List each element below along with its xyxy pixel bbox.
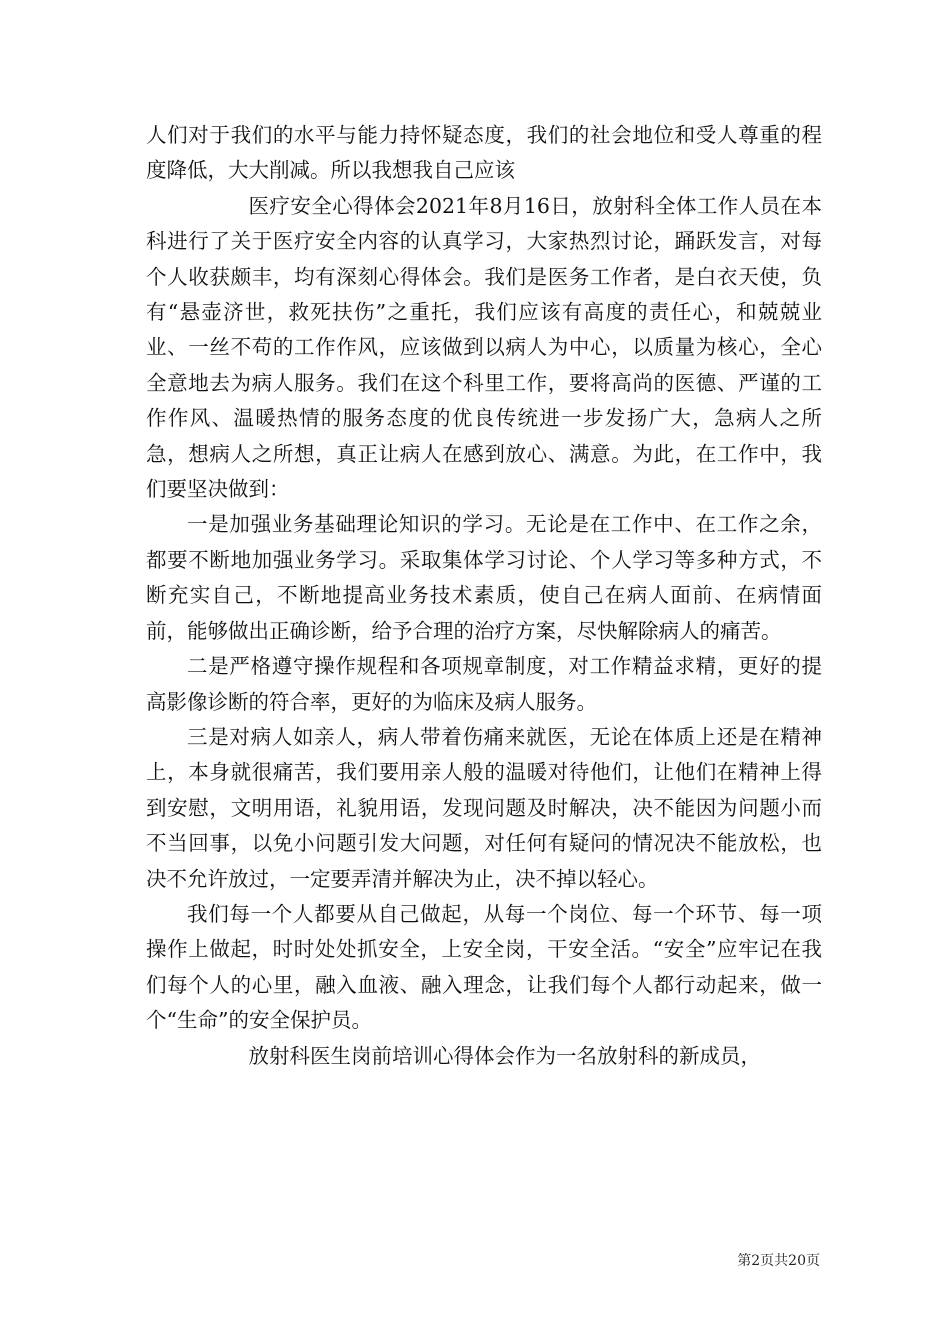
paragraph-point-three: 三是对病人如亲人，病人带着伤痛来就医，无论在体质上还是在精神上，本身就很痛苦，我们要用亲人般的温暖对待他们，让他们在精神上得到安慰，文明用语，礼貌用语，发现问题及时解决，决不能因为问题小而不当回事，以免小问题引发大问题，对任何有疑问的情况决不能放松，也决不允许放过，一定要弄清并解决为止，决不掉以轻心。 <box>146 724 822 891</box>
paragraph-point-one: 一是加强业务基础理论知识的学习。无论是在工作中、在工作之余，都要不断地加强业务学习。采取集体学习讨论、个人学习等多种方式，不断充实自己，不断地提高业务技术素质，使自己在病人面前、在病情面前，能够做出正确诊断，给予合理的治疗方案，尽快解除病人的痛苦。 <box>146 512 822 643</box>
document-body <box>146 118 822 1074</box>
page-number-footer: 第2页共20页 <box>737 1253 820 1269</box>
paragraph-continuation: 人们对于我们的水平与能力持怀疑态度，我们的社会地位和受人尊重的程度降低，大大削减。所以我想我自己应该 <box>146 123 822 183</box>
paragraph-radiology-training: 放射科医生岗前培训心得体会作为一名放射科的新成员， <box>248 1043 761 1068</box>
paragraph-safety-summary: 我们每一个人都要从自己做起，从每一个岗位、每一个环节、每一项操作上做起，时时处处抓安全，上安全岗，干安全活。“安全”应牢记在我们每个人的心里，融入血液、融入理念，让我们每个人都行动起来，做一个“生命”的安全保护员。 <box>146 901 822 1033</box>
paragraph-point-two: 二是严格遵守操作规程和各项规章制度，对工作精益求精，更好的提高影像诊断的符合率，更好的为临床及病人服务。 <box>146 654 822 714</box>
paragraph-medical-safety-heading: 医疗安全心得体会2021年8月16日，放射科全体工作人员在本科进行了关于医疗安全内容的认真学习，大家热烈讨论，踊跃发言，对每个人收获颇丰，均有深刻心得体会。我们是医务工作者，是白衣天使，负有“悬壶济世，救死扶伤”之重托，我们应该有高度的责任心，和兢兢业业、一丝不苟的工作作风，应该做到以病人为中心，以质量为核心，全心全意地去为病人服务。我们在这个科里工作，要将高尚的医德、严谨的工作作风、温暖热情的服务态度的优良传统进一步发扬广大，急病人之所急，想病人之所想，真正让病人在感到放心、满意。为此，在工作中，我们要坚决做到： <box>146 193 822 502</box>
